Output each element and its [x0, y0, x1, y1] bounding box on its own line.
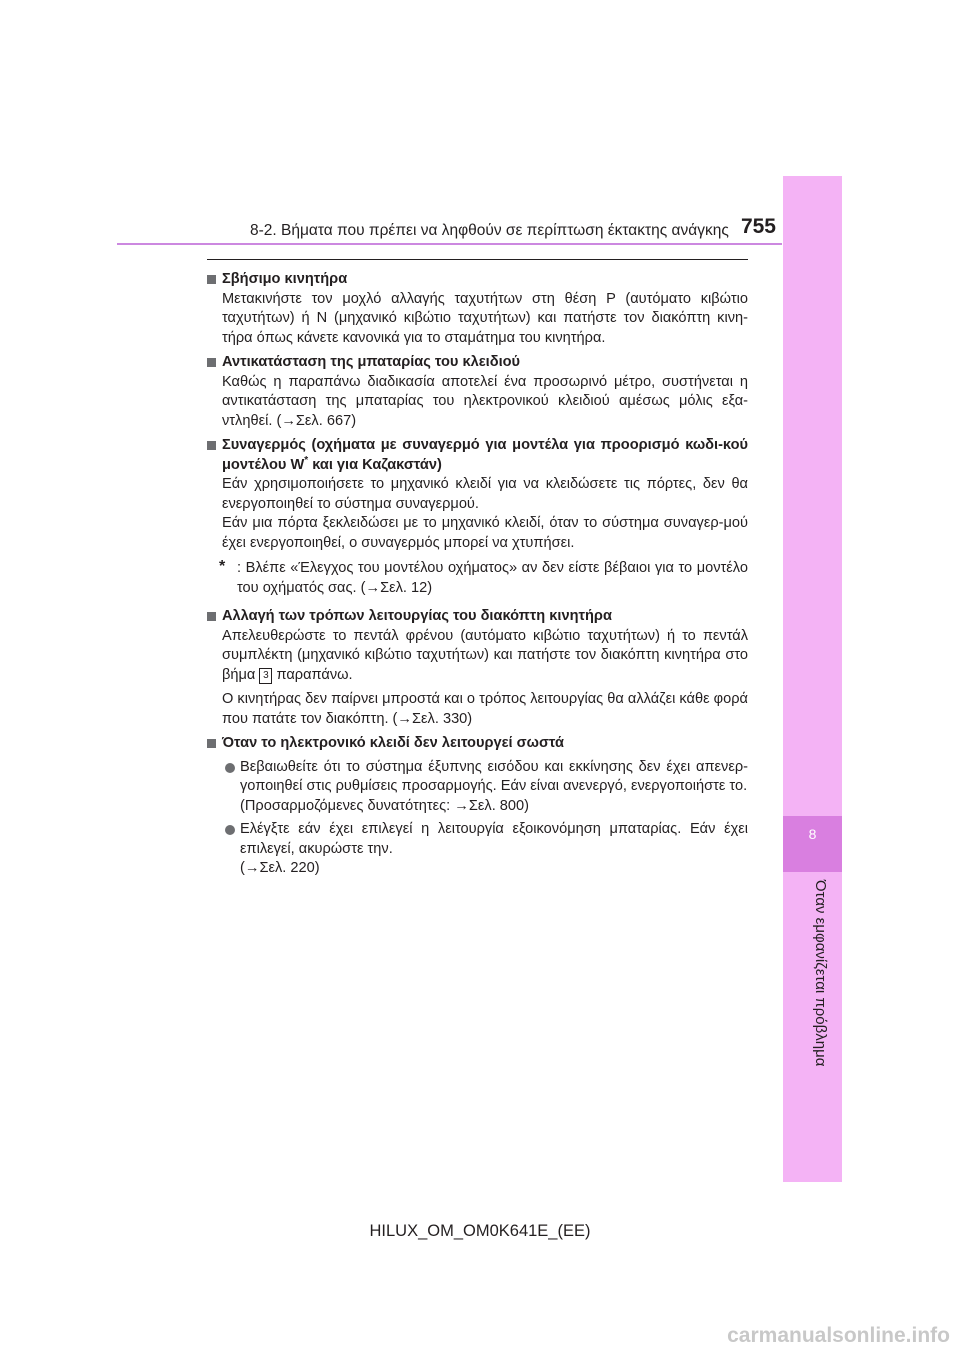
- section-title-suffix: και για Καζακστάν): [308, 456, 442, 473]
- section-title: Όταν το ηλεκτρονικό κλειδί δεν λειτουργεί σωστά: [222, 735, 565, 751]
- page-reference[interactable]: Σελ. 220): [259, 860, 320, 876]
- section-square-icon: [207, 612, 216, 621]
- section-title: Σβήσιμο κινητήρα: [222, 271, 348, 287]
- content-rule: [207, 259, 748, 260]
- chapter-number-box: [783, 816, 842, 872]
- footnote-star: *: [219, 558, 226, 575]
- watermark: carmanualsonline.info: [727, 1324, 950, 1347]
- arrow-icon: →: [454, 797, 469, 814]
- section-square-icon: [207, 275, 216, 284]
- header-rule: [117, 243, 782, 245]
- page-number: 755: [740, 215, 776, 238]
- section-square-icon: [207, 441, 216, 450]
- section-body: Εάν χρησιμοποιήσετε το μηχανικό κλειδί για να κλειδώσετε τις πόρτες, δεν θα ενεργοποιηθεί το σύστημα συναγερμού.: [222, 476, 748, 512]
- page-reference[interactable]: Σελ. 800): [468, 797, 530, 814]
- arrow-icon: →: [365, 579, 381, 596]
- section-key-malfunction: [207, 734, 748, 879]
- step-number-box: 3: [259, 668, 272, 684]
- section-title: Συναγερμός (οχήματα με συναγερμό για μοντέλα για προορισμό κωδι-κού μοντέλου W: [222, 437, 748, 473]
- chapter-number: 8: [808, 826, 817, 842]
- section-square-icon: [207, 358, 216, 367]
- section-body: Απελευθερώστε το πεντάλ φρένου (αυτόματο κιβώτιο ταχυτήτων) ή το πεντάλ συμπλέκτη (μηχανικό κιβώτιο ταχυτήτων) και πατήστε τον διακόπτη κινητήρα στο βήμα: [222, 627, 748, 683]
- section-body: Καθώς η παραπάνω διαδικασία αποτελεί ένα προσωρινό μέτρο, συστήνεται η αντικατάσταση της μπαταρίας του ηλεκτρονικού κλειδιού αμέσως μόλις εξα-ντληθεί. (: [222, 373, 748, 429]
- section-engine-stop: [207, 270, 748, 348]
- chapter-label: Όταν εμφανίζεται πρόβλημα: [812, 880, 829, 1067]
- bullet-text: Βεβαιωθείτε ότι το σύστημα έξυπνης εισόδου και εκκίνησης δεν έχει απενερ-γοποιηθεί στις ρυθμίσεις προσαρμογής. Εάν είναι ανενεργό, ενεργοποιήστε το.: [240, 758, 748, 794]
- section-header-title: 8-2. Βήματα που πρέπει να ληφθούν σε περίπτωση έκτακτης ανάγκης: [250, 222, 729, 239]
- footer-document-code: HILUX_OM_OM0K641E_(EE): [369, 1222, 591, 1240]
- arrow-icon: →: [244, 860, 260, 876]
- section-engine-switch-modes: [207, 607, 748, 729]
- paren-open: (: [240, 860, 245, 876]
- arrow-icon: →: [397, 710, 413, 727]
- list-item: [207, 758, 748, 817]
- section-body: παραπάνω.: [272, 666, 353, 683]
- bullet-text: Ελέγξτε εάν έχει επιλεγεί η λειτουργία εξοικονόμηση μπαταρίας. Εάν έχει επιλεγεί, ακυρώστε την.: [240, 821, 748, 857]
- section-body: Εάν μια πόρτα ξεκλειδώσει με το μηχανικό κλειδί, όταν το σύστημα συναγερ-μού έχει ενεργοποιηθεί, ο συναγερμός μπορεί να χτυπήσει.: [222, 515, 748, 551]
- section-square-icon: [207, 739, 216, 748]
- section-alarm: [207, 436, 748, 598]
- arrow-icon: →: [281, 412, 296, 429]
- page-reference[interactable]: Σελ. 12): [380, 579, 433, 596]
- section-key-battery: [207, 353, 748, 431]
- footnote-star: *: [304, 454, 309, 466]
- bullet-icon: [225, 825, 235, 835]
- bullet-ref-label: (Προσαρμοζόμενες δυνατότητες:: [240, 797, 455, 814]
- list-item: [207, 820, 748, 879]
- section-body: Ο κινητήρας δεν παίρνει μπροστά και ο τρόπος λειτουργίας θα αλλάζει κάθε φορά που πατάτε τον διακόπτη. (: [222, 691, 748, 727]
- footnote-text: : Βλέπε «Έλεγχος του μοντέλου οχήματος» αν δεν είστε βέβαιοι για το μοντέλο του οχήματός σας. (: [237, 560, 748, 596]
- section-body: Μετακινήστε τον μοχλό αλλαγής ταχυτήτων στη θέση P (αυτόματο κιβώτιο ταχυτήτων) ή N (μηχανικό κιβώτιο ταχυτήτων) και πατήστε τον διακόπτη κινη-τήρα όπως κάνετε κανονικά για το σταμάτημα του κινητήρα.: [222, 290, 748, 346]
- footnote: [207, 559, 748, 598]
- page-reference[interactable]: Σελ. 330): [412, 710, 473, 727]
- section-title: Αντικατάσταση της μπαταρίας του κλειδιού: [222, 354, 521, 370]
- section-title: Αλλαγή των τρόπων λειτουργίας του διακόπτη κινητήρα: [222, 608, 612, 624]
- page-content: [207, 265, 748, 879]
- bullet-icon: [225, 763, 235, 773]
- page-reference[interactable]: Σελ. 667): [295, 412, 357, 429]
